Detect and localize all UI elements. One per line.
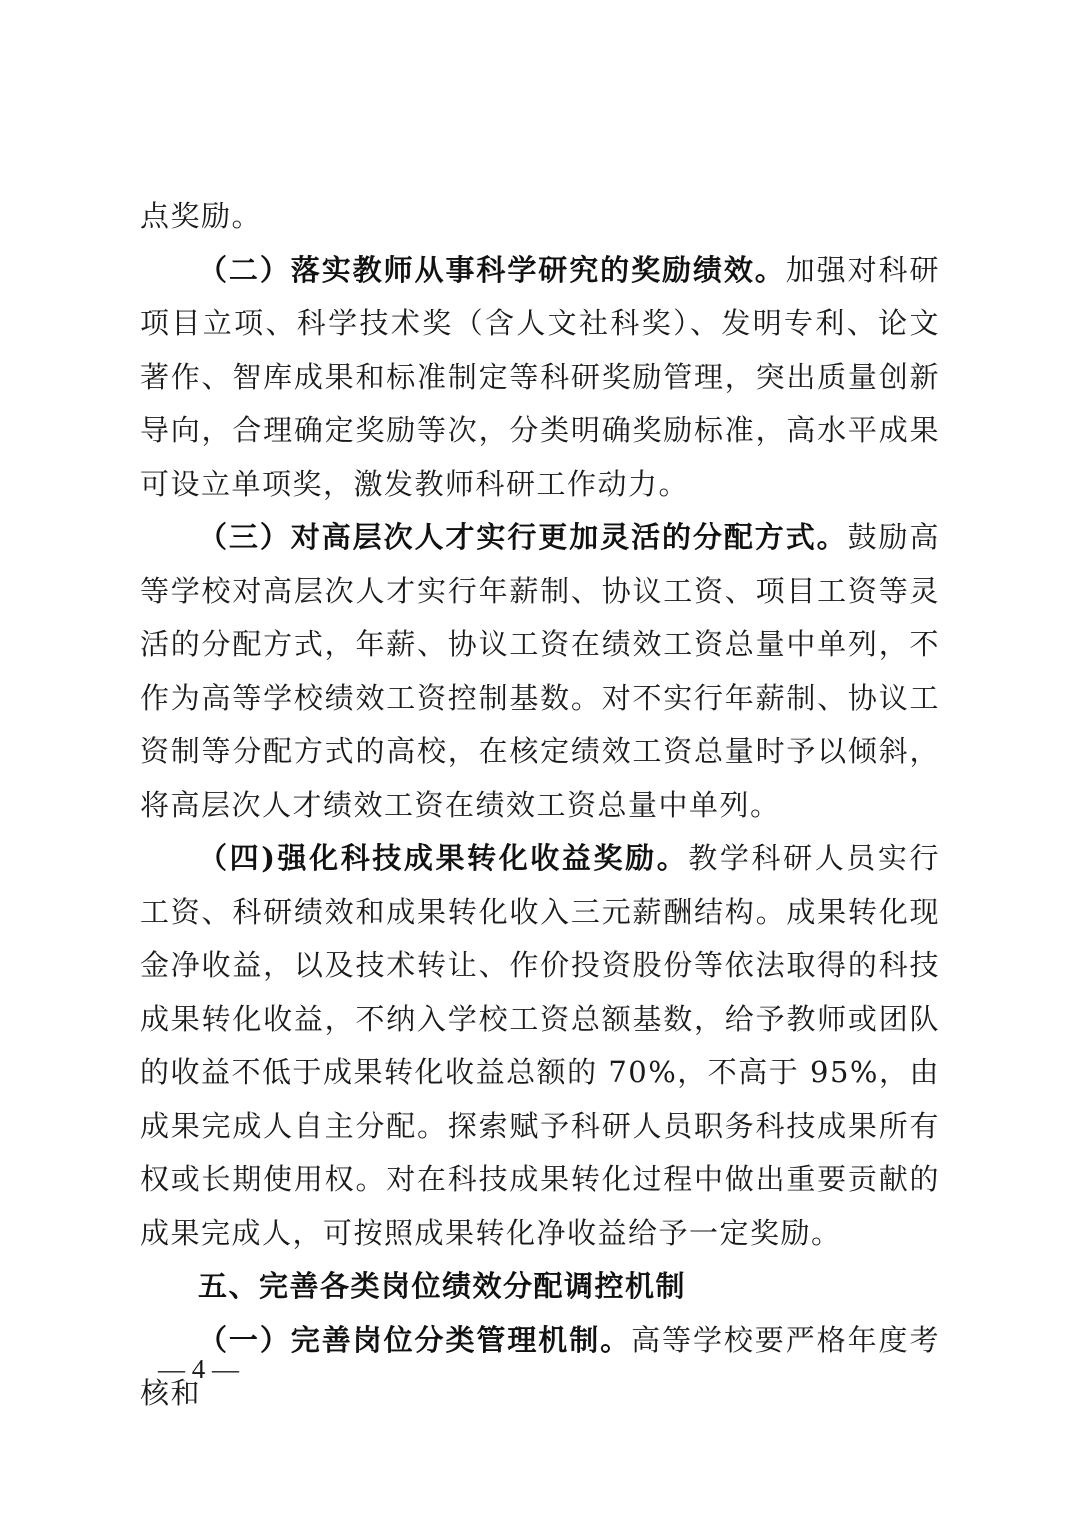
paragraph-tech-transfer xyxy=(140,832,940,1260)
page-number: — 4 — xyxy=(158,1354,239,1384)
paragraph-research-rewards xyxy=(140,244,940,512)
paragraph-position-management xyxy=(140,1314,940,1421)
paragraph-text: 点奖励。 xyxy=(140,199,263,233)
paragraph-continuation xyxy=(140,190,940,244)
paragraph-heading: （三）对高层次人才实行更加灵活的分配方式。 xyxy=(198,520,848,554)
section-heading: 五、完善各类岗位绩效分配调控机制 xyxy=(198,1269,687,1303)
paragraph-heading: （四)强化科技成果转化收益奖励。 xyxy=(198,841,689,875)
paragraph-heading: （二）落实教师从事科学研究的奖励绩效。 xyxy=(198,252,786,287)
paragraph-text: 教学科研人员实行工资、科研绩效和成果转化收入三元薪酬结构。成果转化现金净收益，以及技术转让、作价投资股份等依法取得的科技成果转化收益，不纳入学校工资总额基数，给予教师或团队的收益不低于成果转化收益总额的 70%，不高于 95%，由成果完成人自主分配。探索赋予科研人员职务科技成果所有权或长期使用权。对在科技成果转化过程中做出重要贡献的成果完成人，可按照成果转化净收益给予一定奖励。 xyxy=(140,841,940,1250)
paragraph-text: 鼓励高等学校对高层次人才实行年薪制、协议工资、项目工资等灵活的分配方式，年薪、协议工资在绩效工资总量中单列，不作为高等学校绩效工资控制基数。对不实行年薪制、协议工资制等分配方式的高校，在核定绩效工资总量时予以倾斜，将高层次人才绩效工资在绩效工资总量中单列。 xyxy=(140,520,940,822)
paragraph-text: 加强对科研项目立项、科学技术奖（含人文社科奖）、发明专利、论文著作、智库成果和标准制定等科研奖励管理，突出质量创新导向，合理确定奖励等次，分类明确奖励标准，高水平成果可设立单项奖，激发教师科研工作动力。 xyxy=(140,252,940,501)
paragraph-talent-distribution xyxy=(140,511,940,832)
document-body xyxy=(140,190,940,1421)
paragraph-text: 高等学校要严格年度考核和 xyxy=(140,1322,940,1410)
paragraph-heading: （一）完善岗位分类管理机制。 xyxy=(198,1322,632,1357)
